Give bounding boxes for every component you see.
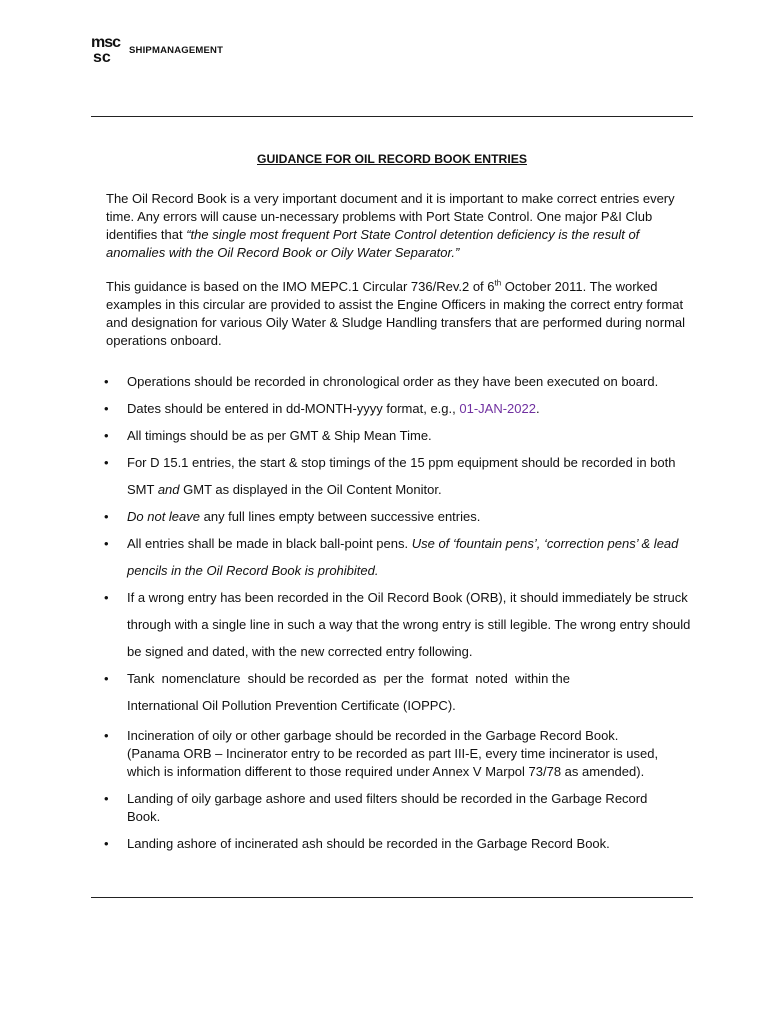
list-item [100,790,700,826]
list-item [100,503,700,530]
list-item-text: Landing of oily garbage ashore and used filters should be recorded in the Garbage Record Book. [127,791,648,824]
list-item-text: Tank nomenclature should be recorded as per the format noted within the International Oil Pollution Prevention Certificate (IOPPC). [127,671,574,713]
list-item [100,395,700,422]
list-item [100,727,700,781]
page-title: GUIDANCE FOR OIL RECORD BOOK ENTRIES [257,152,527,166]
basis-text-start: This guidance is based on the IMO MEPC.1 Circular 736/Rev.2 of 6 [106,279,495,294]
bullet-icon: • [104,536,109,551]
list-item-text: Operations should be recorded in chronological order as they have been executed on board. [127,374,659,389]
intro-quote: “the single most frequent Port State Control detention deficiency is the result of anomalies with the Oil Record Book or Oily Water Separator.” [106,227,640,260]
list-item [100,449,700,503]
svg-text:sc: sc [93,49,111,64]
list-item [100,835,700,853]
list-item-text: If a wrong entry has been recorded in the Oil Record Book (ORB), it should immediately be struck through with a single line in such a way that the wrong entry is still legible. The wrong entry should be signed and dated, with the new corrected entry following. [127,590,691,659]
list-item-text: Do not leave any full lines empty between successive entries. [127,509,481,524]
list-item [100,422,700,449]
bullet-icon: • [104,791,109,806]
bullet-icon: • [104,509,109,524]
bullet-icon: • [104,836,109,851]
list-item-text: Dates should be entered in dd-MONTH-yyyy format, e.g., 01-JAN-2022. [127,401,540,416]
bullet-icon: • [104,590,109,605]
footer-divider [91,897,693,898]
list-item-text: All entries shall be made in black ball-point pens. Use of ‘fountain pens’, ‘correction pens’ & lead pencils in the Oil Record Book is prohibited. [127,536,679,578]
list-item-text: Landing ashore of incinerated ash should be recorded in the Garbage Record Book. [127,836,610,851]
bullet-icon: • [104,374,109,389]
list-item [100,584,700,665]
svg-text:msc: msc [91,34,121,51]
header-divider [91,116,693,117]
intro-paragraph [106,190,696,262]
basis-text-end: October 2011. The worked examples in this circular are provided to assist the Engine Officers in making the correct entry format and designation for various Oily Water & Sludge Handling transfers that are performed during normal operations onboard. [106,279,686,348]
guidance-list [100,368,700,853]
example-date: 01-JAN-2022 [459,401,536,416]
list-item [100,665,700,719]
bullet-icon: • [104,671,109,686]
list-item [100,368,700,395]
bullet-icon: • [104,728,109,743]
bullet-icon: • [104,455,109,470]
bullet-icon: • [104,428,109,443]
list-item [100,530,700,584]
list-item-text: All timings should be as per GMT & Ship Mean Time. [127,428,432,443]
msc-logo-icon [91,34,125,64]
company-name: SHIPMANAGEMENT [129,44,224,56]
list-item-text: For D 15.1 entries, the start & stop timings of the 15 ppm equipment should be recorded in both SMT and GMT as displayed in the Oil Content Monitor. [127,455,676,497]
basis-paragraph [106,278,696,350]
bullet-icon: • [104,401,109,416]
list-item-text: Incineration of oily or other garbage should be recorded in the Garbage Record Book. (Panama ORB – Incinerator entry to be recorded as part III-E, every time incinerator is used, which is information different to those required under Annex V Marpol 73/78 as amended). [127,728,659,779]
company-logo [91,34,223,64]
date-superscript: th [494,278,502,288]
intro-text: The Oil Record Book is a very important document and it is important to make correct entries every time. Any errors will cause un-necessary problems with Port State Control. One major P&I Club identifies that [106,191,675,242]
